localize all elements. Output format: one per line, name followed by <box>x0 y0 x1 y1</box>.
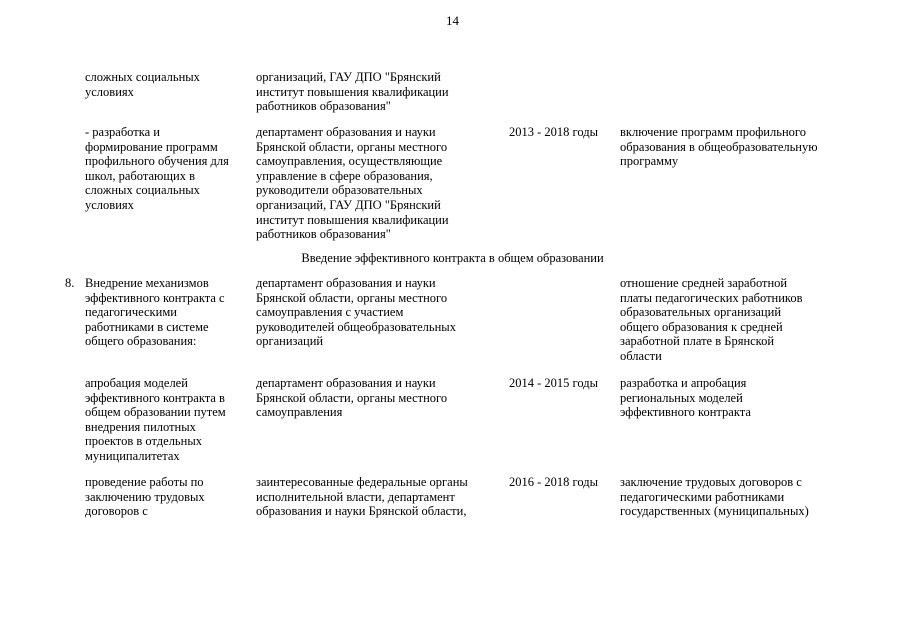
text-line: руководители образовательных <box>256 183 423 198</box>
text-line: государственных (муниципальных) <box>620 504 809 519</box>
text-line: институт повышения квалификации <box>256 84 449 99</box>
text-line: заключение трудовых договоров с <box>620 475 802 489</box>
row-continued-executors <box>256 70 491 114</box>
text-line: программу <box>620 154 679 169</box>
text-line: школ, работающих в <box>85 168 195 183</box>
text-line: 2016 - 2018 годы <box>509 475 599 489</box>
text-line: институт повышения квалификации <box>256 212 449 227</box>
text-line: заинтересованные федеральные органы <box>256 475 468 489</box>
text-line: организаций, ГАУ ДПО "Брянский <box>256 70 441 84</box>
text-line: заработной плате в Брянской <box>620 334 775 349</box>
text-line: общего образования к средней <box>620 319 783 334</box>
text-line: формирование программ <box>85 139 218 154</box>
text-line: образования в общеобразовательную <box>620 139 818 154</box>
row-pilot-result <box>620 376 835 420</box>
text-line: разработка и апробация <box>620 376 747 390</box>
text-line: образования и науки Брянской области, <box>256 504 467 519</box>
text-line: департамент образования и науки <box>256 125 436 139</box>
text-line: работниками в системе <box>85 319 209 334</box>
text-line: организаций, ГАУ ДПО "Брянский <box>256 197 441 212</box>
text-line: педагогическими работниками <box>620 489 785 504</box>
text-line: проектов в отдельных <box>85 434 202 449</box>
text-line: отношение средней заработной <box>620 276 788 290</box>
text-line: общем образовании путем <box>85 405 226 420</box>
row-continued-activity <box>85 70 250 99</box>
text-line: платы педагогических работников <box>620 290 803 305</box>
row-pilot-executors <box>256 376 491 420</box>
text-line: общего образования: <box>85 334 197 349</box>
text-line: включение программ профильного <box>620 125 806 139</box>
text-line: проведение работы по <box>85 475 204 489</box>
text-line: самоуправления с участием <box>256 305 404 320</box>
row-labor-executors <box>256 475 491 519</box>
text-line: руководителей общеобразовательных <box>256 319 456 334</box>
text-line: исполнительной власти, департамент <box>256 489 455 504</box>
text-line: 2014 - 2015 годы <box>509 376 599 390</box>
text-line: самоуправления, осуществляющие <box>256 154 443 169</box>
text-line: работников образования" <box>256 227 391 242</box>
text-line: заключению трудовых <box>85 489 205 504</box>
text-line: договоров с <box>85 504 148 519</box>
row-profile-result <box>620 125 835 169</box>
text-line: организаций <box>256 334 324 349</box>
page-number: 14 <box>446 13 459 28</box>
row-labor-activity <box>85 475 250 519</box>
text-line: области <box>620 348 662 363</box>
row-labor-period <box>509 475 614 490</box>
text-line: муниципалитетах <box>85 448 180 463</box>
text-line: образовательных организаций <box>620 305 782 320</box>
item-8-activity <box>85 276 250 349</box>
row-profile-activity <box>85 125 250 213</box>
row-pilot-activity <box>85 376 250 464</box>
text-line: - разработка и <box>85 125 160 139</box>
text-line: сложных социальных <box>85 70 200 84</box>
text-line: самоуправления <box>256 405 343 420</box>
text-line: работников образования" <box>256 99 391 114</box>
text-line: Брянской области, органы местного <box>256 390 448 405</box>
text-line: апробация моделей <box>85 376 188 390</box>
text-line: департамент образования и науки <box>256 276 436 290</box>
item-8-result <box>620 276 835 364</box>
text-line: профильного обучения для <box>85 154 229 169</box>
text-line: 2013 - 2018 годы <box>509 125 599 139</box>
section-heading: Введение эффективного контракта в общем образовании <box>301 251 604 265</box>
item-8-executors <box>256 276 491 349</box>
row-pilot-period <box>509 376 614 391</box>
text-line: управление в сфере образования, <box>256 168 433 183</box>
text-line: условиях <box>85 84 134 99</box>
text-line: департамент образования и науки <box>256 376 436 390</box>
text-line: региональных моделей <box>620 390 743 405</box>
text-line: эффективного контракта <box>620 405 751 420</box>
text-line: условиях <box>85 197 134 212</box>
text-line: эффективного контракта в <box>85 390 225 405</box>
text-line: Брянской области, органы местного <box>256 290 448 305</box>
text-line: педагогическими <box>85 305 177 320</box>
text-line: эффективного контракта с <box>85 290 225 305</box>
item-number: 8. <box>65 276 75 290</box>
text-line: внедрения пилотных <box>85 419 196 434</box>
row-labor-result <box>620 475 835 519</box>
row-profile-executors <box>256 125 491 242</box>
text-line: сложных социальных <box>85 183 200 198</box>
text-line: Внедрение механизмов <box>85 276 209 290</box>
row-profile-period <box>509 125 614 140</box>
text-line: Брянской области, органы местного <box>256 139 448 154</box>
